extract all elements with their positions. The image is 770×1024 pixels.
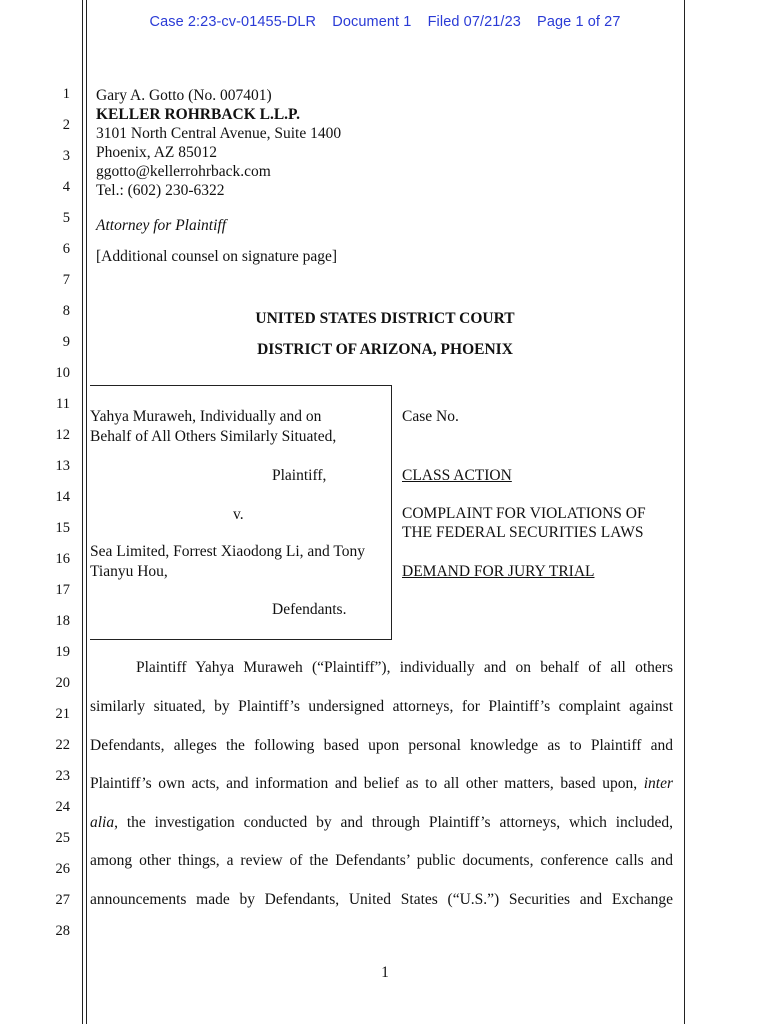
defendants-names: Sea Limited, Forrest Xiaodong Li, and Tony bbox=[90, 543, 366, 560]
plaintiff-name: Yahya Muraweh, Individually and on bbox=[90, 408, 322, 425]
class-action-title: CLASS ACTION bbox=[402, 467, 512, 484]
line-number: 4 bbox=[62, 179, 70, 195]
line-number: 20 bbox=[55, 675, 70, 691]
filed-date-stamp: Filed 07/21/23 bbox=[427, 14, 521, 30]
defendants-names-cont: Tianyu Hou, bbox=[90, 563, 168, 580]
line-number: 26 bbox=[55, 861, 70, 877]
attorney-email: ggotto@kellerrohrback.com bbox=[96, 163, 271, 180]
court-name: UNITED STATES DISTRICT COURT bbox=[255, 310, 515, 327]
attorney-name: Gary A. Gotto (No. 007401) bbox=[96, 87, 272, 104]
right-margin-rule bbox=[684, 0, 685, 1024]
body-line-4 bbox=[90, 775, 673, 793]
page-count-stamp: Page 1 of 27 bbox=[537, 14, 621, 30]
line-number: 13 bbox=[55, 458, 70, 474]
body-line-6: among other things, a review of the Defendants’ public documents, conference calls and bbox=[90, 852, 673, 869]
law-firm-name: KELLER ROHRBACK L.L.P. bbox=[96, 106, 300, 123]
line-number: 8 bbox=[62, 303, 70, 319]
line-number: 15 bbox=[55, 520, 70, 536]
attorney-phone: Tel.: (602) 230-6322 bbox=[96, 182, 225, 199]
line-number: 7 bbox=[62, 272, 70, 288]
latin-term: inter bbox=[643, 775, 674, 792]
line-number: 9 bbox=[62, 334, 70, 350]
defendants-label: Defendants. bbox=[272, 601, 347, 618]
versus-label: v. bbox=[233, 506, 244, 523]
court-district: DISTRICT OF ARIZONA, PHOENIX bbox=[257, 341, 513, 358]
body-line-4-text: Plaintiff’s own acts, and information and belief as to all other matters, based upon, bbox=[90, 775, 638, 792]
complaint-title: COMPLAINT FOR VIOLATIONS OF bbox=[402, 505, 646, 522]
line-number: 21 bbox=[55, 706, 70, 722]
body-line-2: similarly situated, by Plaintiff’s undersigned attorneys, for Plaintiff’s complaint against bbox=[90, 698, 673, 715]
latin-term: alia bbox=[90, 814, 115, 831]
case-number-label: Case No. bbox=[402, 408, 459, 425]
body-line-3: Defendants, alleges the following based upon personal knowledge as to Plaintiff and bbox=[90, 737, 673, 754]
jury-demand-title: DEMAND FOR JURY TRIAL bbox=[402, 563, 595, 580]
line-number: 5 bbox=[62, 210, 70, 226]
body-line-5-text: , the investigation conducted by and through Plaintiff’s attorneys, which included, bbox=[114, 814, 673, 831]
line-number: 12 bbox=[55, 427, 70, 443]
line-number: 25 bbox=[55, 830, 70, 846]
line-number: 22 bbox=[55, 737, 70, 753]
attorney-role: Attorney for Plaintiff bbox=[96, 217, 227, 234]
document-number-stamp: Document 1 bbox=[332, 14, 412, 30]
line-number: 1 bbox=[62, 86, 70, 102]
line-number: 14 bbox=[55, 489, 70, 505]
body-line-1: Plaintiff Yahya Muraweh (“Plaintiff”), individually and on behalf of all others bbox=[136, 659, 673, 676]
line-number: 27 bbox=[55, 892, 70, 908]
line-number: 28 bbox=[55, 923, 70, 939]
plaintiff-name-cont: Behalf of All Others Similarly Situated, bbox=[90, 428, 337, 445]
line-number: 18 bbox=[55, 613, 70, 629]
complaint-title-cont: THE FEDERAL SECURITIES LAWS bbox=[402, 524, 644, 541]
plaintiff-label: Plaintiff, bbox=[272, 467, 327, 484]
firm-address-city: Phoenix, AZ 85012 bbox=[96, 144, 217, 161]
case-number-stamp: Case 2:23-cv-01455-DLR bbox=[149, 14, 317, 30]
line-number: 10 bbox=[55, 365, 70, 381]
line-number: 24 bbox=[55, 799, 70, 815]
line-number: 6 bbox=[62, 241, 70, 257]
body-line-7: announcements made by Defendants, United States (“U.S.”) Securities and Exchange bbox=[90, 891, 673, 908]
line-number: 16 bbox=[55, 551, 70, 567]
additional-counsel-note: [Additional counsel on signature page] bbox=[96, 248, 338, 265]
line-number: 11 bbox=[56, 396, 70, 412]
left-margin-rule bbox=[82, 0, 83, 1024]
body-line-5 bbox=[90, 814, 673, 832]
line-number: 17 bbox=[55, 582, 70, 598]
left-margin-rule-inner bbox=[86, 0, 87, 1024]
firm-address-street: 3101 North Central Avenue, Suite 1400 bbox=[96, 125, 342, 142]
line-number: 19 bbox=[55, 644, 70, 660]
ecf-header-stamp bbox=[0, 14, 770, 30]
line-number: 2 bbox=[62, 117, 70, 133]
line-number: 23 bbox=[55, 768, 70, 784]
page-number: 1 bbox=[381, 964, 389, 981]
line-number: 3 bbox=[62, 148, 70, 164]
